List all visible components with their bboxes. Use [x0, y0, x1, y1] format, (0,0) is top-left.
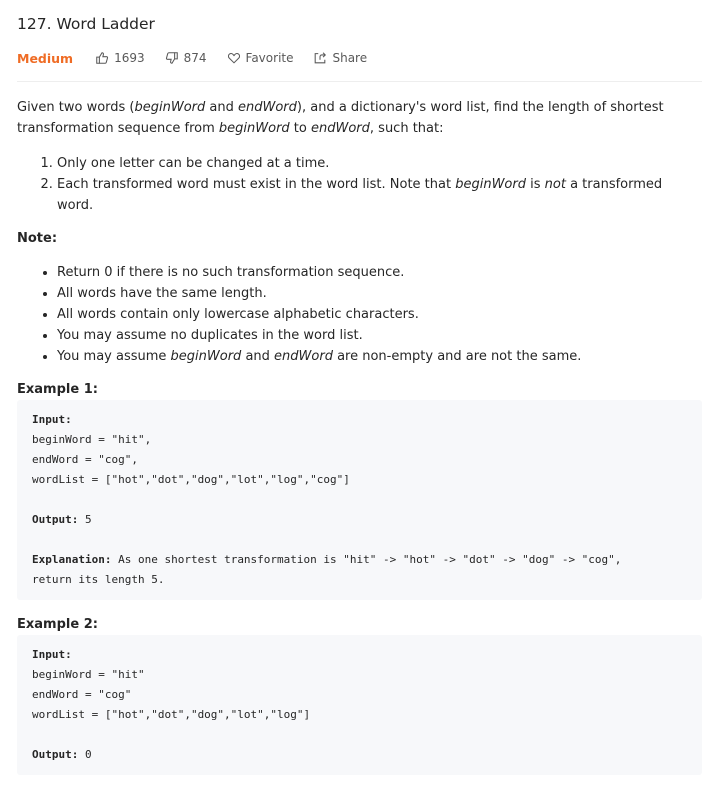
notes-list — [17, 262, 697, 367]
note-item: • You may assume no duplicates in the word list. — [57, 325, 697, 346]
example-2-code — [17, 635, 702, 775]
code-line: beginWord = "hit", — [32, 433, 152, 446]
example-2-heading: Example 2: — [17, 617, 98, 632]
header-divider — [17, 81, 702, 82]
term-beginword: beginWord — [455, 177, 526, 192]
code-line: endWord = "cog" — [32, 688, 132, 701]
note-item: • Return 0 if there is no such transformation sequence. — [57, 262, 697, 283]
favorite-button[interactable] — [227, 51, 294, 65]
note-text: are non-empty and are not the same. — [332, 349, 582, 364]
note-item — [57, 346, 697, 367]
like-count: 1693 — [114, 51, 145, 65]
problem-title: 127. Word Ladder — [17, 15, 155, 33]
problem-description — [17, 97, 697, 789]
input-label: Input: — [32, 413, 72, 426]
output-value: 5 — [78, 513, 92, 526]
intro-text: Given two words ( — [17, 100, 135, 115]
rule-item — [57, 174, 697, 216]
explanation-text: As one shortest transformation is "hit" -> "hot" -> "dot" -> "dog" -> "cog", return its length 5. — [32, 553, 622, 586]
example-1-code — [17, 400, 702, 600]
term-endword: endWord — [311, 121, 370, 136]
output-label: Output: — [32, 513, 79, 526]
code-line: wordList = ["hot","dot","dog","lot","log"] — [32, 708, 311, 721]
explanation-label: Explanation: — [32, 553, 112, 566]
term-beginword: beginWord — [170, 349, 242, 364]
rule-text: is — [525, 177, 545, 192]
intro-text: to — [289, 121, 311, 136]
rules-list — [17, 153, 697, 216]
difficulty-badge: Medium — [17, 50, 74, 66]
term-beginword: beginWord — [218, 121, 290, 136]
heart-icon — [227, 51, 241, 65]
like-button[interactable] — [95, 51, 145, 65]
output-label: Output: — [32, 748, 79, 761]
code-line: wordList = ["hot","dot","dog","lot","log","cog"] — [32, 473, 350, 486]
note-text: and — [241, 349, 275, 364]
term-beginword: beginWord — [134, 100, 206, 115]
thumbs-up-icon — [95, 51, 109, 65]
input-label: Input: — [32, 648, 72, 661]
rule-text: Each transformed word must exist in the word list. Note that — [57, 177, 456, 192]
emphasis-not: not — [544, 177, 566, 192]
favorite-label: Favorite — [245, 51, 294, 65]
note-item: • All words contain only lowercase alphabetic characters. — [57, 304, 697, 325]
rule-item: 1. Only one letter can be changed at a time. — [57, 153, 697, 174]
code-line: beginWord = "hit" — [32, 668, 145, 681]
note-text: You may assume — [57, 349, 171, 364]
term-endword: endWord — [238, 100, 297, 115]
intro-text: , such that: — [369, 121, 444, 136]
example-1-heading: Example 1: — [17, 382, 98, 397]
problem-toolbar — [17, 49, 387, 67]
term-endword: endWord — [274, 349, 333, 364]
note-item: • All words have the same length. — [57, 283, 697, 304]
code-line: endWord = "cog", — [32, 453, 138, 466]
dislike-count: 874 — [183, 51, 207, 65]
dislike-button[interactable] — [165, 51, 207, 65]
share-button[interactable] — [313, 51, 367, 65]
intro-paragraph — [17, 97, 697, 139]
share-label: Share — [332, 51, 368, 65]
intro-text: ), and a dictionary's word list, find the length of shortest transformation sequence from — [17, 100, 664, 136]
share-icon — [313, 51, 327, 65]
rule-text: a transformed word. — [57, 177, 663, 213]
thumbs-down-icon — [165, 51, 179, 65]
note-heading: Note: — [17, 231, 58, 246]
output-value: 0 — [78, 748, 92, 761]
intro-text: and — [205, 100, 238, 115]
